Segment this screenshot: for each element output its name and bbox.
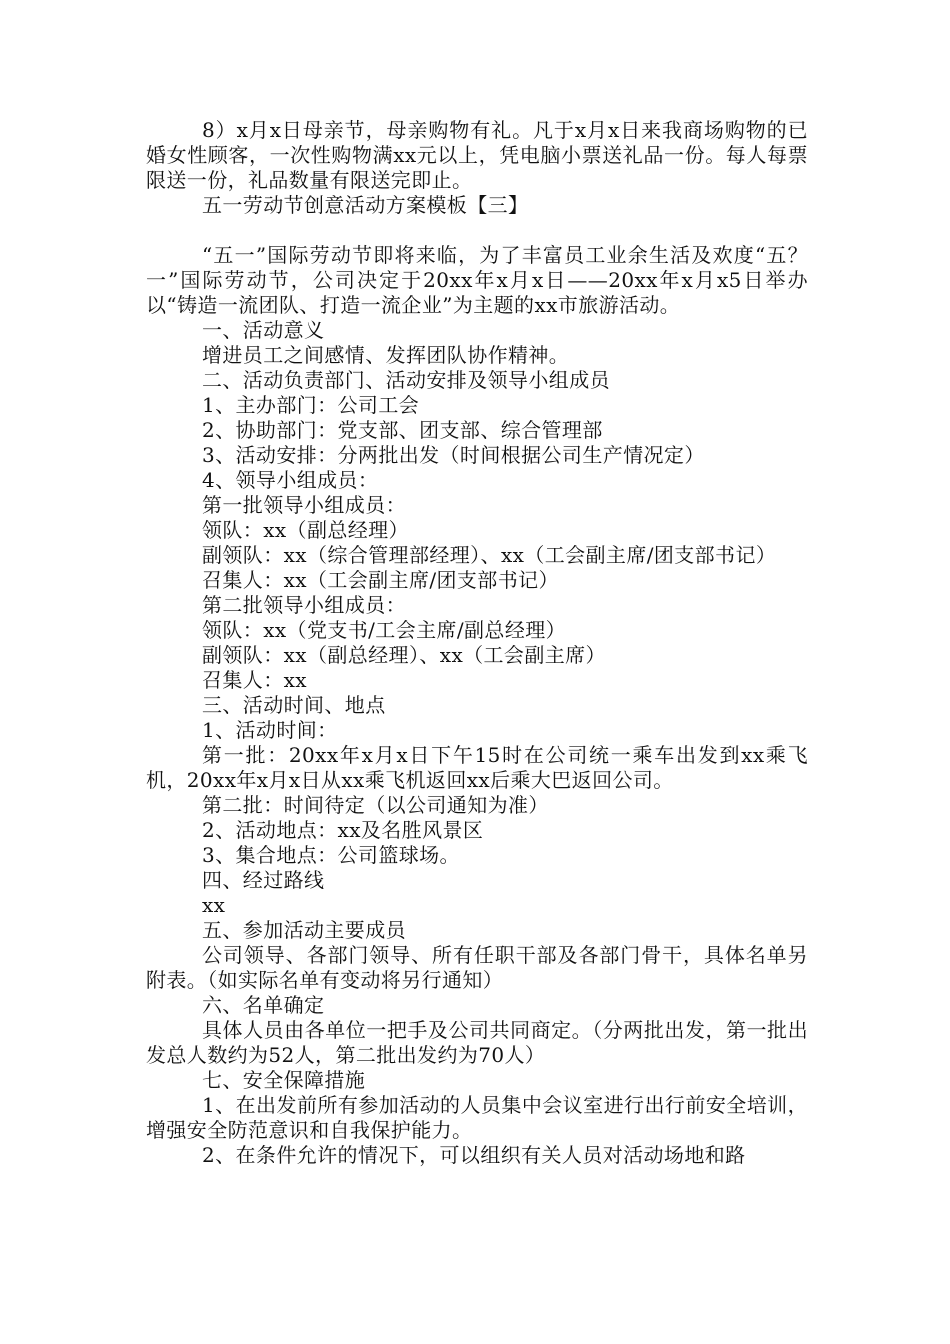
heading-time-place: 三、活动时间、地点 [202,693,386,717]
paragraph-members: 公司领导、各部门领导、所有任职干部及各部门骨干，具体名单另附表。（如实际名单有变动将另行通知） [146,943,808,992]
list-item-place: 2、活动地点：xx及名胜风景区 [202,818,484,842]
second-batch-title: 第二批领导小组成员： [202,593,406,617]
heading-list-confirm: 六、名单确定 [202,993,325,1017]
paragraph-route: xx [202,893,226,917]
first-batch-leader: 领队：xx（副总经理） [202,518,409,542]
list-item-meeting-point: 3、集合地点：公司篮球场。 [202,843,460,867]
second-batch-schedule: 第二批：时间待定（以公司通知为准） [202,793,549,817]
list-item-safety-inspection: 2、在条件允许的情况下，可以组织有关人员对活动场地和路 [202,1143,746,1167]
paragraph-list-confirm: 具体人员由各单位一把手及公司共同商定。（分两批出发，第一批出发总人数约为52人，第二批出发约为70人） [146,1018,808,1067]
heading-route: 四、经过路线 [202,868,325,892]
list-item-host: 1、主办部门：公司工会 [202,393,420,417]
blank-line [146,218,808,243]
list-item-assist: 2、协助部门：党支部、团支部、综合管理部 [202,418,603,442]
heading-members: 五、参加活动主要成员 [202,918,406,942]
paragraph-meaning: 增进员工之间感情、发挥团队协作精神。 [202,343,570,367]
heading-safety: 七、安全保障措施 [202,1068,366,1092]
list-item-time: 1、活动时间： [202,718,338,742]
list-item-safety-training: 1、在出发前所有参加活动的人员集中会议室进行出行前安全培训，增强安全防范意识和自我保护能力。 [146,1093,808,1142]
paragraph-mothers-day: 8）x月x日母亲节，母亲购物有礼。凡于x月x日来我商场购物的已婚女性顾客，一次性购物满xx元以上，凭电脑小票送礼品一份。每人每票限送一份，礼品数量有限送完即止。 [146,118,808,192]
second-batch-leader: 领队：xx（党支书/工会主席/副总经理） [202,618,567,642]
first-batch-schedule: 第一批：20xx年x月x日下午15时在公司统一乘车出发到xx乘飞机，20xx年x月x日从xx乘飞机返回xx后乘大巴返回公司。 [146,743,808,792]
list-item-arrangement: 3、活动安排：分两批出发（时间根据公司生产情况定） [202,443,705,467]
second-batch-convener: 召集人：xx [202,668,307,692]
first-batch-deputy: 副领队：xx（综合管理部经理）、xx（工会副主席/团支部书记） [202,543,777,567]
first-batch-convener: 召集人：xx（工会副主席/团支部书记） [202,568,559,592]
list-item-leaders: 4、领导小组成员： [202,468,379,492]
second-batch-deputy: 副领队：xx（副总经理）、xx（工会副主席） [202,643,606,667]
document-body [146,118,808,1168]
paragraph-intro: “五一”国际劳动节即将来临，为了丰富员工业余生活及欢度“五？一”国际劳动节，公司决定于20xx年x月x日——20xx年x月x5日举办以“铸造一流团队、打造一流企业”为主题的xx市旅游活动。 [146,243,808,317]
heading-activity-meaning: 一、活动意义 [202,318,325,342]
first-batch-title: 第一批领导小组成员： [202,493,406,517]
section-title-template-3: 五一劳动节创意活动方案模板【三】 [202,193,529,217]
heading-departments: 二、活动负责部门、活动安排及领导小组成员 [202,368,610,392]
